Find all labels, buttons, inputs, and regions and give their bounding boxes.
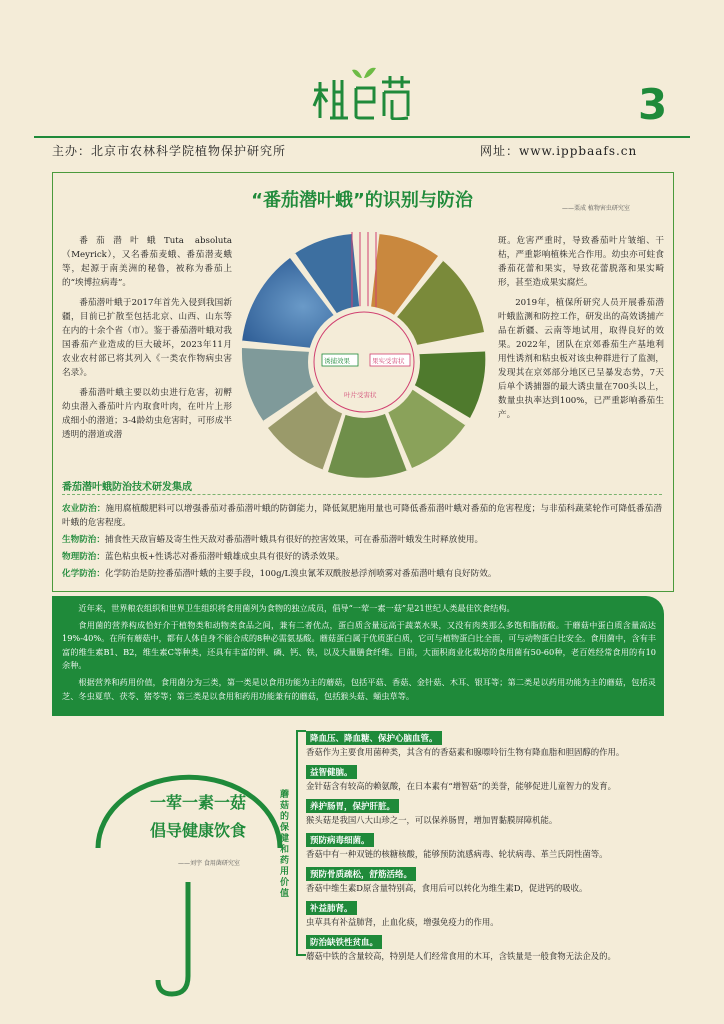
- benefit-title: 养护肠胃，保护肝脏。: [306, 799, 399, 813]
- paragraph: 根据营养和药用价值，食用菌分为三类，第一类是以食用功能为主的蘑菇，包括平菇、香菇、金针菇、木耳、银耳等；第二类是以药用功能为主的蘑菇，包括灵芝、冬虫夏草、茯苓、猪苓等；第三类是以食用和药用功能兼有的蘑菇，包括猴头菇、蛹虫草等。: [62, 676, 656, 701]
- paragraph: 2019年，植保所研究人员开展番茄潜叶蛾监测和防控工作，研发出的高效诱捕产品在新疆、云南等地试用，取得良好的效果。2022年，团队在京郊番茄生产基地利用性诱剂和粘虫板对该虫种群进行了监测，发现其在京郊部分地区已呈暴发态势，7天后单个诱捕器的最大诱虫量在700头以上，数量虫执率达到100%，已严重影响番茄生产。: [498, 298, 664, 420]
- benefit-item: [306, 760, 668, 794]
- paragraph: 番茄潜叶蛾Tuta absoluta（Meyrick），又名番茄麦蛾、番茄潜麦蛾等，起源于南美洲的秘鲁，被称为番茄上的“埃博拉病毒”。: [62, 236, 232, 288]
- benefit-item: [306, 794, 668, 828]
- wheel-label-trap: 诱捕效果: [324, 357, 350, 365]
- slogan-line-2: 倡导健康饮食: [149, 821, 246, 840]
- article-right-column: [498, 234, 664, 428]
- article-byline: ——刘宇 食用菌研究室: [178, 860, 240, 867]
- method-text: 施用腐植酸肥料可以增强番茄对番茄潜叶蛾的防御能力，降低氮肥施用量也可降低番茄潜叶蛾对番茄的危害程度；与非茄科蔬菜轮作可降低番茄潜叶蛾的危害程度。: [62, 504, 662, 528]
- intro-text: [62, 602, 656, 706]
- method-label: 生物防治：: [62, 535, 105, 545]
- benefits-list: [306, 726, 668, 964]
- section-bracket: [296, 730, 306, 956]
- wheel-label-leaf: 叶片受害状: [344, 391, 377, 399]
- benefit-text: 蘑菇中铁的含量较高，特别是人们经常食用的木耳，含铁量是一般食物无法企及的。: [306, 951, 616, 961]
- paragraph: 食用菌的营养构成恰好介于植物类和动物类食品之间，兼有二者优点，蛋白质含量远高于蔬菜水果，又没有肉类那么多饱和脂肪酸。干蘑菇中蛋白质含量高达19%-40%。在所有蘑菇中，都有人体自身不能合成的8种必需氨基酸。蘑菇蛋白属于优质蛋白质，它可与植物蛋白比全面，可与动物蛋白比安全。食用菌中，含有丰富的维生素B1、B2，维生素C等种类，还具有丰富的钾、磷、钙、铁，以及大量膳食纤维。目前，大面积商业化栽培的食用菌有50-60种，老百姓经常食用的有10余种。: [62, 619, 656, 671]
- benefit-text: 虫草具有补益肺肾，止血化痰，增强免疫力的作用。: [306, 917, 499, 927]
- article-title: “番茄潜叶蛾”的识别与防治: [251, 190, 473, 211]
- website-url[interactable]: 网址：www.ippbaafs.cn: [480, 144, 638, 158]
- paragraph: 斑。危害严重时，导致番茄叶片皱缩、干枯，严重影响植株光合作用。幼虫亦可蛀食番茄花蕾和果实，导致花蕾脱落和果实畸形，甚至造成果实腐烂。: [498, 236, 664, 288]
- method-label: 农业防治：: [62, 504, 106, 514]
- method-label: 物理防治：: [62, 552, 105, 562]
- benefit-text: 香菇中维生素D原含量特别高，食用后可以转化为维生素D，促进钙的吸收。: [306, 883, 588, 893]
- article-byline: ——栗成 植物害虫研究室: [562, 205, 630, 212]
- method-text: 化学防治是防控番茄潜叶蛾的主要手段，100g/L溴虫氰苯双酰胺悬浮剂喷雾对番茄潜叶蛾有良好防效。: [104, 569, 497, 579]
- method-text: 蓝色粘虫板+性诱芯对番茄潜叶蛾雄成虫具有很好的诱杀效果。: [104, 552, 345, 562]
- benefit-item: [306, 896, 668, 930]
- benefit-title: 补益肺肾。: [306, 901, 357, 915]
- control-method-item: [62, 533, 662, 547]
- article-left-column: [62, 234, 232, 448]
- benefit-text: 猴头菇是我国八大山珍之一，可以保养肠胃，增加胃黏膜屏障机能。: [306, 815, 558, 825]
- slogan-line-1: 一荤一素一菇: [149, 793, 246, 812]
- benefit-item: [306, 726, 668, 760]
- benefit-text: 香菇作为主要食用菌种类，其含有的香菇素和腺嘌呤衍生物有降血脂和胆固醇的作用。: [306, 747, 625, 757]
- method-text: 捕食性天敌盲蝽及寄生性天敌对番茄潜叶蛾具有很好的控害效果，可在番茄潜叶蛾发生时释放使用。: [104, 535, 484, 545]
- control-method-item: [62, 567, 662, 581]
- paragraph: 番茄潜叶蛾主要以幼虫进行危害，初孵幼虫潜入番茄叶片内取食叶肉，在叶片上形成细小的潜道；3-4龄幼虫危害时，可形成半透明的潜道或潜: [62, 388, 232, 440]
- control-method-item: [62, 550, 662, 564]
- benefit-item: [306, 862, 668, 896]
- wheel-label-fruit: 果实受害状: [372, 357, 405, 365]
- page-number: 3: [638, 80, 668, 129]
- header-divider: [34, 136, 690, 138]
- benefit-title: 降血压、降血糖、保护心脑血管。: [306, 731, 442, 745]
- vertical-section-label: 蘑菇的保健和药用价值: [280, 790, 290, 899]
- section-heading: 番茄潜叶蛾防治技术研发集成: [62, 482, 192, 493]
- paragraph: 番茄潜叶蛾于2017年首先入侵到我国新疆，目前已扩散至包括北京、山西、山东等在内的十余个省（市）。鉴于番茄潜叶蛾对我国番茄产业造成的巨大破坏，2023年11月农业农村部已将其列入《一类农作物病虫害名录》。: [62, 298, 232, 378]
- benefit-text: 金针菇含有较高的赖氨酸，在日本素有“增智菇”的美誉，能够促进儿童智力的发育。: [306, 781, 617, 791]
- benefit-item: [306, 930, 668, 964]
- method-label: 化学防治：: [62, 569, 105, 579]
- benefit-item: [306, 828, 668, 862]
- paragraph: 近年来，世界粮农组织和世界卫生组织将食用菌列为食物的独立成员，倡导“一荤一素一菇”是21世纪人类最佳饮食结构。: [78, 603, 515, 613]
- section-divider: [62, 494, 662, 495]
- magazine-logo: [312, 62, 412, 120]
- benefit-title: 预防骨质疏松，舒筋活络。: [306, 867, 416, 881]
- benefit-title: 益智健脑。: [306, 765, 357, 779]
- benefit-title: 预防病毒细菌。: [306, 833, 374, 847]
- host-organization: 主办：北京市农林科学院植物保护研究所: [52, 144, 287, 158]
- benefit-text: 香菇中有一种双链的核糖核酸，能够预防流感病毒、轮状病毒、革兰氏阴性菌等。: [306, 849, 608, 859]
- control-methods-list: [62, 502, 662, 584]
- benefit-title: 防治缺铁性贫血。: [306, 935, 382, 949]
- photo-wheel: [232, 222, 496, 488]
- control-method-item: [62, 502, 662, 530]
